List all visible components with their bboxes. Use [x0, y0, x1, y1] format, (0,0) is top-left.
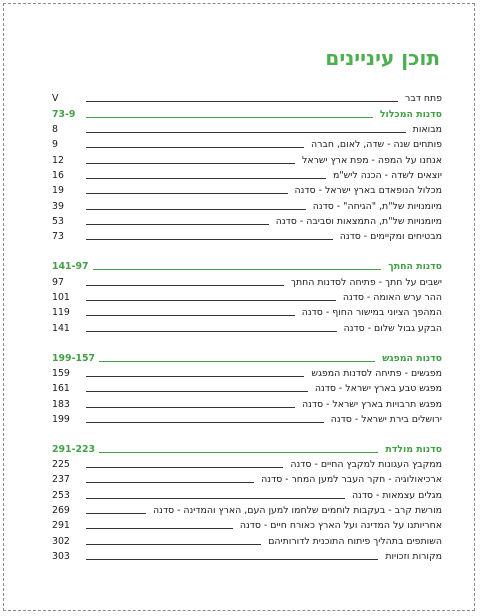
- leader-line: [86, 559, 378, 560]
- toc-page-number: 291: [52, 520, 70, 532]
- toc-page-number: V: [52, 93, 59, 105]
- leader-line: [86, 391, 308, 392]
- toc-entry-label: מכלול הנופאדם בארץ ישראל - סדנה: [294, 185, 442, 197]
- toc-entry-label: מבואות: [412, 124, 442, 136]
- toc-page-number: 141-97: [52, 261, 89, 273]
- toc-entry-label: מפגשים - פתיחה לסדנות המפגש: [311, 367, 442, 379]
- toc-page-number: 19: [52, 185, 64, 197]
- toc-entry-label: מפגש טבע בארץ ישראל - סדנה: [314, 383, 442, 395]
- toc-entry[interactable]: [52, 471, 442, 486]
- toc-page-number: 119: [52, 307, 70, 319]
- toc-page-number: 291-223: [52, 443, 96, 455]
- toc-page-number: 159: [52, 367, 70, 379]
- toc-page-number: 97: [52, 276, 64, 288]
- toc-entry-label: ארכיאולוגיה - חקר העבר למען המחר - סדנה: [261, 474, 442, 486]
- toc-entry-label: פותחים שנה - שדה, לאום, חברה: [311, 139, 442, 151]
- toc-entry-label: המהפך הציוני במישור החוף - סדנה: [301, 307, 442, 319]
- toc-section-heading[interactable]: [52, 440, 442, 455]
- toc-entry-label: סדנות המפגש: [382, 352, 442, 364]
- toc-page-number: 53: [52, 216, 64, 228]
- toc-section-heading[interactable]: [52, 258, 442, 273]
- leader-line: [86, 376, 304, 377]
- toc-entry[interactable]: [52, 411, 442, 426]
- toc-entry-label: סדנות החתך: [388, 261, 442, 273]
- leader-line: [86, 498, 345, 499]
- leader-line: [86, 209, 306, 210]
- toc-page-number: 302: [52, 535, 70, 547]
- toc-entry[interactable]: [52, 502, 442, 517]
- toc-entry-label: מורשת קרב - בעקבות לוחמים שלחמו למען העם, הארץ והמדינה - סדנה: [153, 505, 442, 517]
- leader-line: [86, 193, 288, 194]
- toc-page-number: 253: [52, 489, 70, 501]
- toc-entry[interactable]: [52, 365, 442, 380]
- leader-line: [86, 132, 406, 133]
- toc-entry[interactable]: [52, 121, 442, 136]
- toc-section-heading[interactable]: [52, 105, 442, 120]
- toc-entry[interactable]: [52, 167, 442, 182]
- toc-entry[interactable]: [52, 151, 442, 166]
- toc-entry-label: אנחנו על המפה - מפת ארץ ישראל: [301, 154, 442, 166]
- toc-entry-label: השותפים בתהליך פיתוח התוכנית לדורותיהם: [268, 535, 442, 547]
- toc-entry[interactable]: [52, 486, 442, 501]
- toc-entry-label: פתח דבר: [405, 93, 442, 105]
- toc-entry-label: ירושלים בירת ישראל - סדנה: [330, 413, 442, 425]
- toc-entry[interactable]: [52, 380, 442, 395]
- toc-entry-label: הבקע גבול שלום - סדנה: [343, 322, 442, 334]
- toc-entry[interactable]: [52, 319, 442, 334]
- leader-line: [99, 452, 378, 453]
- toc-page-number: 73-9: [52, 108, 76, 120]
- toc-entry-label: מיומנויות של"ת, התמצאות וסביבה - סדנה: [275, 216, 442, 228]
- table-of-contents: [52, 90, 442, 563]
- toc-entry[interactable]: [52, 182, 442, 197]
- toc-page-number: 101: [52, 291, 70, 303]
- toc-entry-label: סדנות מולדת: [385, 443, 442, 455]
- toc-entry-label: ממקבץ העגונות למקבץ החיים - סדנה: [290, 459, 442, 471]
- leader-line: [93, 269, 382, 270]
- toc-entry[interactable]: [52, 273, 442, 288]
- toc-entry[interactable]: [52, 304, 442, 319]
- toc-page-number: 303: [52, 551, 70, 563]
- toc-entry-label: מקורות וזכויות: [385, 551, 442, 563]
- toc-entry[interactable]: [52, 289, 442, 304]
- toc-page-number: 16: [52, 170, 64, 182]
- toc-page-number: 237: [52, 474, 70, 486]
- toc-page-number: 141: [52, 322, 70, 334]
- toc-entry[interactable]: [52, 532, 442, 547]
- leader-line: [86, 178, 326, 179]
- leader-line: [86, 407, 295, 408]
- toc-page-number: 9: [52, 139, 58, 151]
- leader-line: [86, 422, 324, 423]
- leader-line: [86, 285, 284, 286]
- toc-page-number: 12: [52, 154, 64, 166]
- leader-line: [86, 482, 254, 483]
- toc-section-heading[interactable]: [52, 349, 442, 364]
- leader-line: [86, 315, 295, 316]
- leader-line: [86, 513, 146, 514]
- toc-entry[interactable]: [52, 213, 442, 228]
- toc-page-number: 39: [52, 200, 64, 212]
- leader-line: [86, 300, 336, 301]
- toc-page-number: 199: [52, 413, 70, 425]
- toc-page-number: 73: [52, 231, 64, 243]
- leader-line: [86, 147, 304, 148]
- toc-page-number: 161: [52, 383, 70, 395]
- leader-line: [86, 101, 398, 102]
- group-spacer: [52, 426, 442, 441]
- toc-entry-label: סדנות המכלול: [379, 108, 442, 120]
- toc-entry-label: יוצאים לשדה - הכנה ליש"מ: [332, 170, 442, 182]
- toc-page-number: 199-157: [52, 352, 96, 364]
- group-spacer: [52, 335, 442, 350]
- toc-page-number: 225: [52, 459, 70, 471]
- toc-entry[interactable]: [52, 90, 442, 105]
- toc-entry[interactable]: [52, 548, 442, 563]
- toc-entry[interactable]: [52, 517, 442, 532]
- toc-entry-label: מיומנויות של"ת, "הגיחה" - סדנה: [312, 200, 442, 212]
- leader-line: [86, 163, 295, 164]
- leader-line: [86, 224, 269, 225]
- leader-line: [99, 361, 375, 362]
- toc-entry[interactable]: [52, 228, 442, 243]
- group-spacer: [52, 243, 442, 258]
- leader-line: [86, 239, 333, 240]
- toc-entry-label: מבטיחים ומקיימים - סדנה: [339, 231, 442, 243]
- toc-entry[interactable]: [52, 136, 442, 151]
- leader-line: [86, 331, 337, 332]
- toc-page-number: 269: [52, 505, 70, 517]
- toc-entry-label: אחריותנו על המדינה ועל הארץ כאורח חיים - סדנה: [239, 520, 442, 532]
- leader-line: [86, 117, 373, 118]
- toc-entry[interactable]: [52, 197, 442, 212]
- leader-line: [86, 467, 283, 468]
- toc-page-number: 183: [52, 398, 70, 410]
- leader-line: [86, 544, 261, 545]
- toc-entry-label: מגלים עצמאות - סדנה: [351, 489, 442, 501]
- toc-entry[interactable]: [52, 456, 442, 471]
- toc-entry-label: ההר ערש האומה - סדנה: [342, 291, 442, 303]
- leader-line: [86, 528, 233, 529]
- toc-entry-label: ישבים על חתך - פתיחה לסדנות החתך: [290, 276, 442, 288]
- page-title: תוכן עיניינים: [325, 46, 440, 70]
- toc-page-number: 8: [52, 124, 58, 136]
- toc-entry[interactable]: [52, 395, 442, 410]
- toc-entry-label: מפגש תרבויות בארץ ישראל - סדנה: [302, 398, 442, 410]
